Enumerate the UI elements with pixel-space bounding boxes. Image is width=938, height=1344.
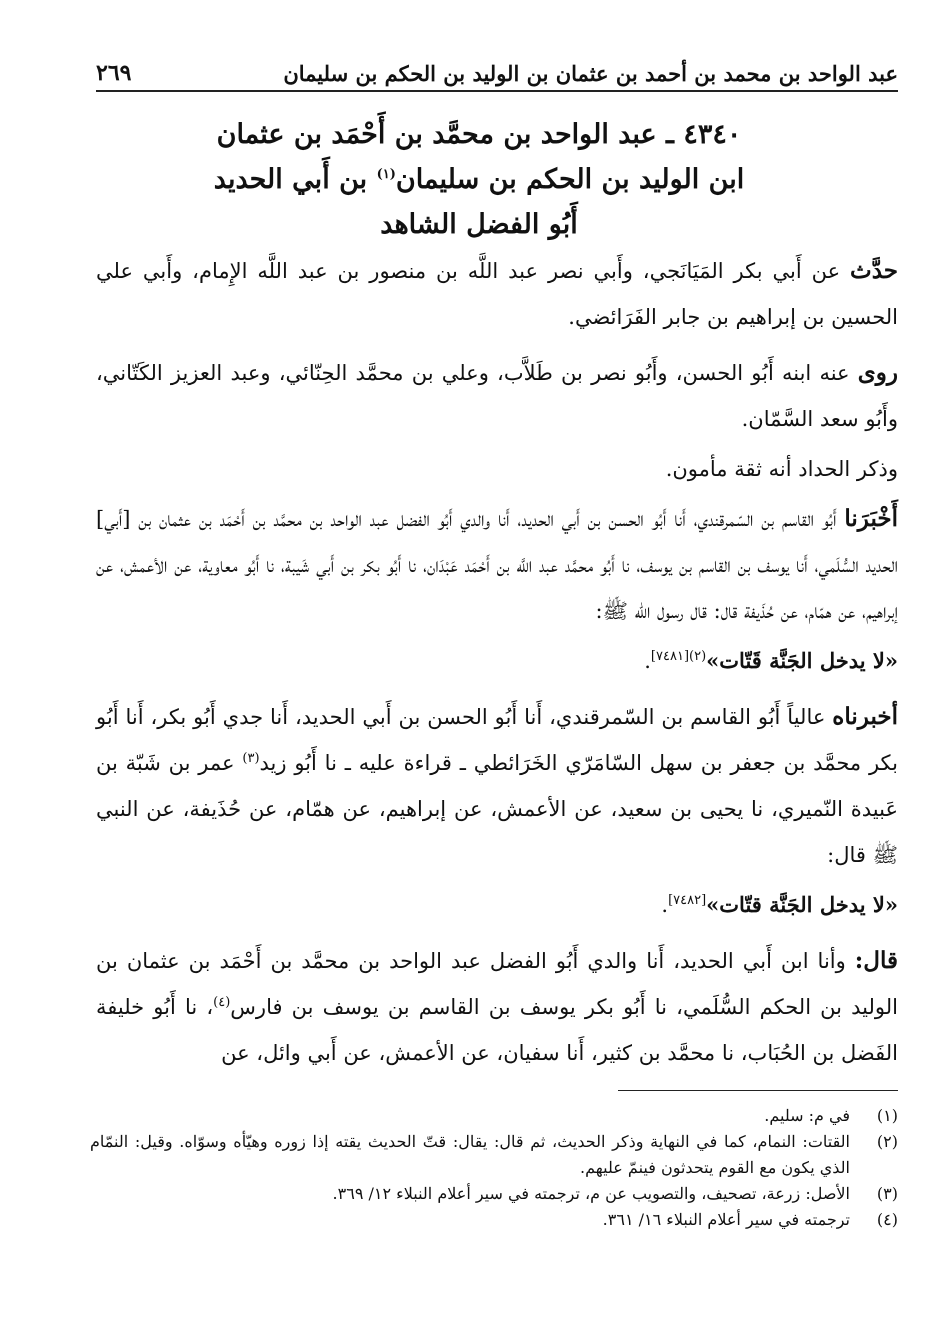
paragraph-haddatha (96, 248, 898, 340)
footnote-item (90, 1103, 898, 1129)
main-text (96, 248, 898, 1080)
entry-heading (60, 112, 898, 247)
paragraph-text: عالياً أَبُو القاسم بن السّمرقندي، أَنا أَبُو الحسن بن أَبي الحديد، أَنا جدي أَبُو بكر، أَنا أَبُو بكر محمَّد بن جعفر بن سهل السّامَرّي الخَرَائطي ـ قراءة عليه ـ نا أَبُو زيد (96, 705, 898, 775)
footnote-text: القتات: النمام، كما في النهاية وذكر الحديث، ثم قال: يقال: قتّ الحديث يقته إذا زوره وهيّأه وسوّاه. وقيل: النمّام الذي يكون مع القوم يتحدثون فينمّ عليهم. (90, 1132, 851, 1177)
paragraph-akhbarana (96, 496, 898, 634)
hadith-quote: «لا يدخل الجَنَّة قَتّات» (706, 648, 898, 673)
hadith-end: . (644, 649, 651, 673)
footnote-divider (618, 1090, 898, 1091)
footnote-ref-2: (٢)[٧٤٨١] (650, 649, 707, 664)
paragraph-text: أَبُو القاسم بن السّمرقندي، أَنا أَبُو الحسن بن أَبي الحديد، أَنا والدي أَبُو الفضل عبد الواحد بن محمَّد بن أَحْمَد بن عثمان بن [أَبي] الحديد السُّلَمي، أَنا يوسف بن القاسم بن يوسف، نا أَبُو محمَّد عبد اللَّه بن أَحْمَد عَبْدَان، نا أَبُو بكر بن أَبي شَيبة، نا أَبُو معاوية، عن الأعمش، عن إبراهيم، عن همّام، عن حُذَيفة قال: قال رسول الله ﷺ: (96, 507, 898, 623)
paragraph-text: عن أَبي بكر المَيَانَجي، وأَبي نصر عبد اللَّه بن منصور بن عبد اللَّه الإِمام، وأَبي علي الحسين بن إبراهيم بن جابر الفَرَائضي. (96, 259, 898, 329)
paragraph-lead: حدَّث (850, 257, 898, 284)
page-number: ٢٦٩ (96, 60, 132, 86)
footnote-ref-3: (٣) (242, 751, 260, 766)
paragraph-lead: روى (857, 359, 898, 386)
running-title: عبد الواحد بن محمد بن أحمد بن عثمان بن الوليد بن الحكم بن سليمان (283, 61, 898, 86)
footnote-ref-4: (٤) (213, 995, 231, 1010)
footnote-item (90, 1207, 898, 1233)
paragraph-lead: قال: (854, 947, 898, 974)
footnote-number: (٣) (876, 1184, 898, 1203)
running-head (96, 52, 898, 92)
footnote-item (90, 1129, 898, 1181)
hadith-end: . (661, 893, 669, 917)
footnote-text: الأصل: زرعة، تصحيف، والتصويب عن م، ترجمته في سير أعلام النبلاء ١٢/ ٣٦٩. (332, 1184, 850, 1203)
footnote-number: (٢) (876, 1132, 898, 1151)
hadith-text-1 (96, 638, 898, 684)
paragraph-akhbaranahu (96, 694, 898, 878)
paragraph-text: وأنا ابن أَبي الحديد، أَنا والدي أَبُو الفضل عبد الواحد بن محمَّد بن أَحْمَد بن عثمان بن الوليد بن الحكم السُّلَمي، نا أَبُو بكر يوسف بن القاسم بن يوسف بن فارس (96, 949, 898, 1019)
paragraph-lead: أخبرناه (832, 703, 898, 730)
paragraph-lead: أَخْبَرَنا (844, 505, 898, 532)
footnote-ref-1: (١) (376, 167, 396, 182)
entry-heading-line-3: أَبُو الفضل الشاهد (380, 209, 578, 240)
paragraph-thiqa (96, 446, 898, 492)
hadith-text-2 (96, 882, 898, 928)
entry-heading-line-1: ٤٣٤٠ ـ عبد الواحد بن محمَّد بن أَحْمَد بن عثمان (216, 119, 742, 150)
footnote-text: في م: سليم. (764, 1106, 850, 1125)
paragraph-qala (96, 938, 898, 1076)
hadith-number: [٧٤٨٢] (668, 893, 707, 908)
entry-heading-line-2-a: ابن الوليد بن الحكم بن سليمان (395, 164, 745, 195)
paragraph-text: عنه ابنه أَبُو الحسن، وأَبُو نصر بن طَلاَّب، وعلي بن محمَّد الحِنّائي، وعبد العزيز الكَتّاني، وأَبُو سعد السَّمّان. (96, 361, 898, 431)
hadith-quote: «لا يدخل الجَنَّة قتّات» (706, 892, 898, 917)
paragraph-text: ، نا أَبُو خليفة الفَضل بن الحُبَاب، نا محمَّد بن كثير، أَنا سفيان، عن الأعمش، عن أَبي وائل، عن (96, 995, 898, 1065)
footnote-item (90, 1181, 898, 1207)
paragraph-text: وذكر الحداد أنه ثقة مأمون. (665, 457, 898, 481)
footnote-number: (١) (876, 1106, 898, 1125)
footnote-text: ترجمته في سير أعلام النبلاء ١٦/ ٣٦١. (602, 1210, 850, 1229)
paragraph-rawa (96, 350, 898, 442)
entry-heading-line-2-b: بن أَبي الحديد (213, 164, 377, 195)
footnotes (90, 1103, 898, 1233)
footnote-number: (٤) (876, 1210, 898, 1229)
entry-heading-line-2 (60, 157, 898, 202)
paragraph-text: عمر بن شَبّة بن عَبيدة النّميري، نا يحيى بن سعيد، عن الأعمش، عن إبراهيم، عن همّام، عن حُذَيفة، عن النبي ﷺ قال: (96, 751, 898, 867)
